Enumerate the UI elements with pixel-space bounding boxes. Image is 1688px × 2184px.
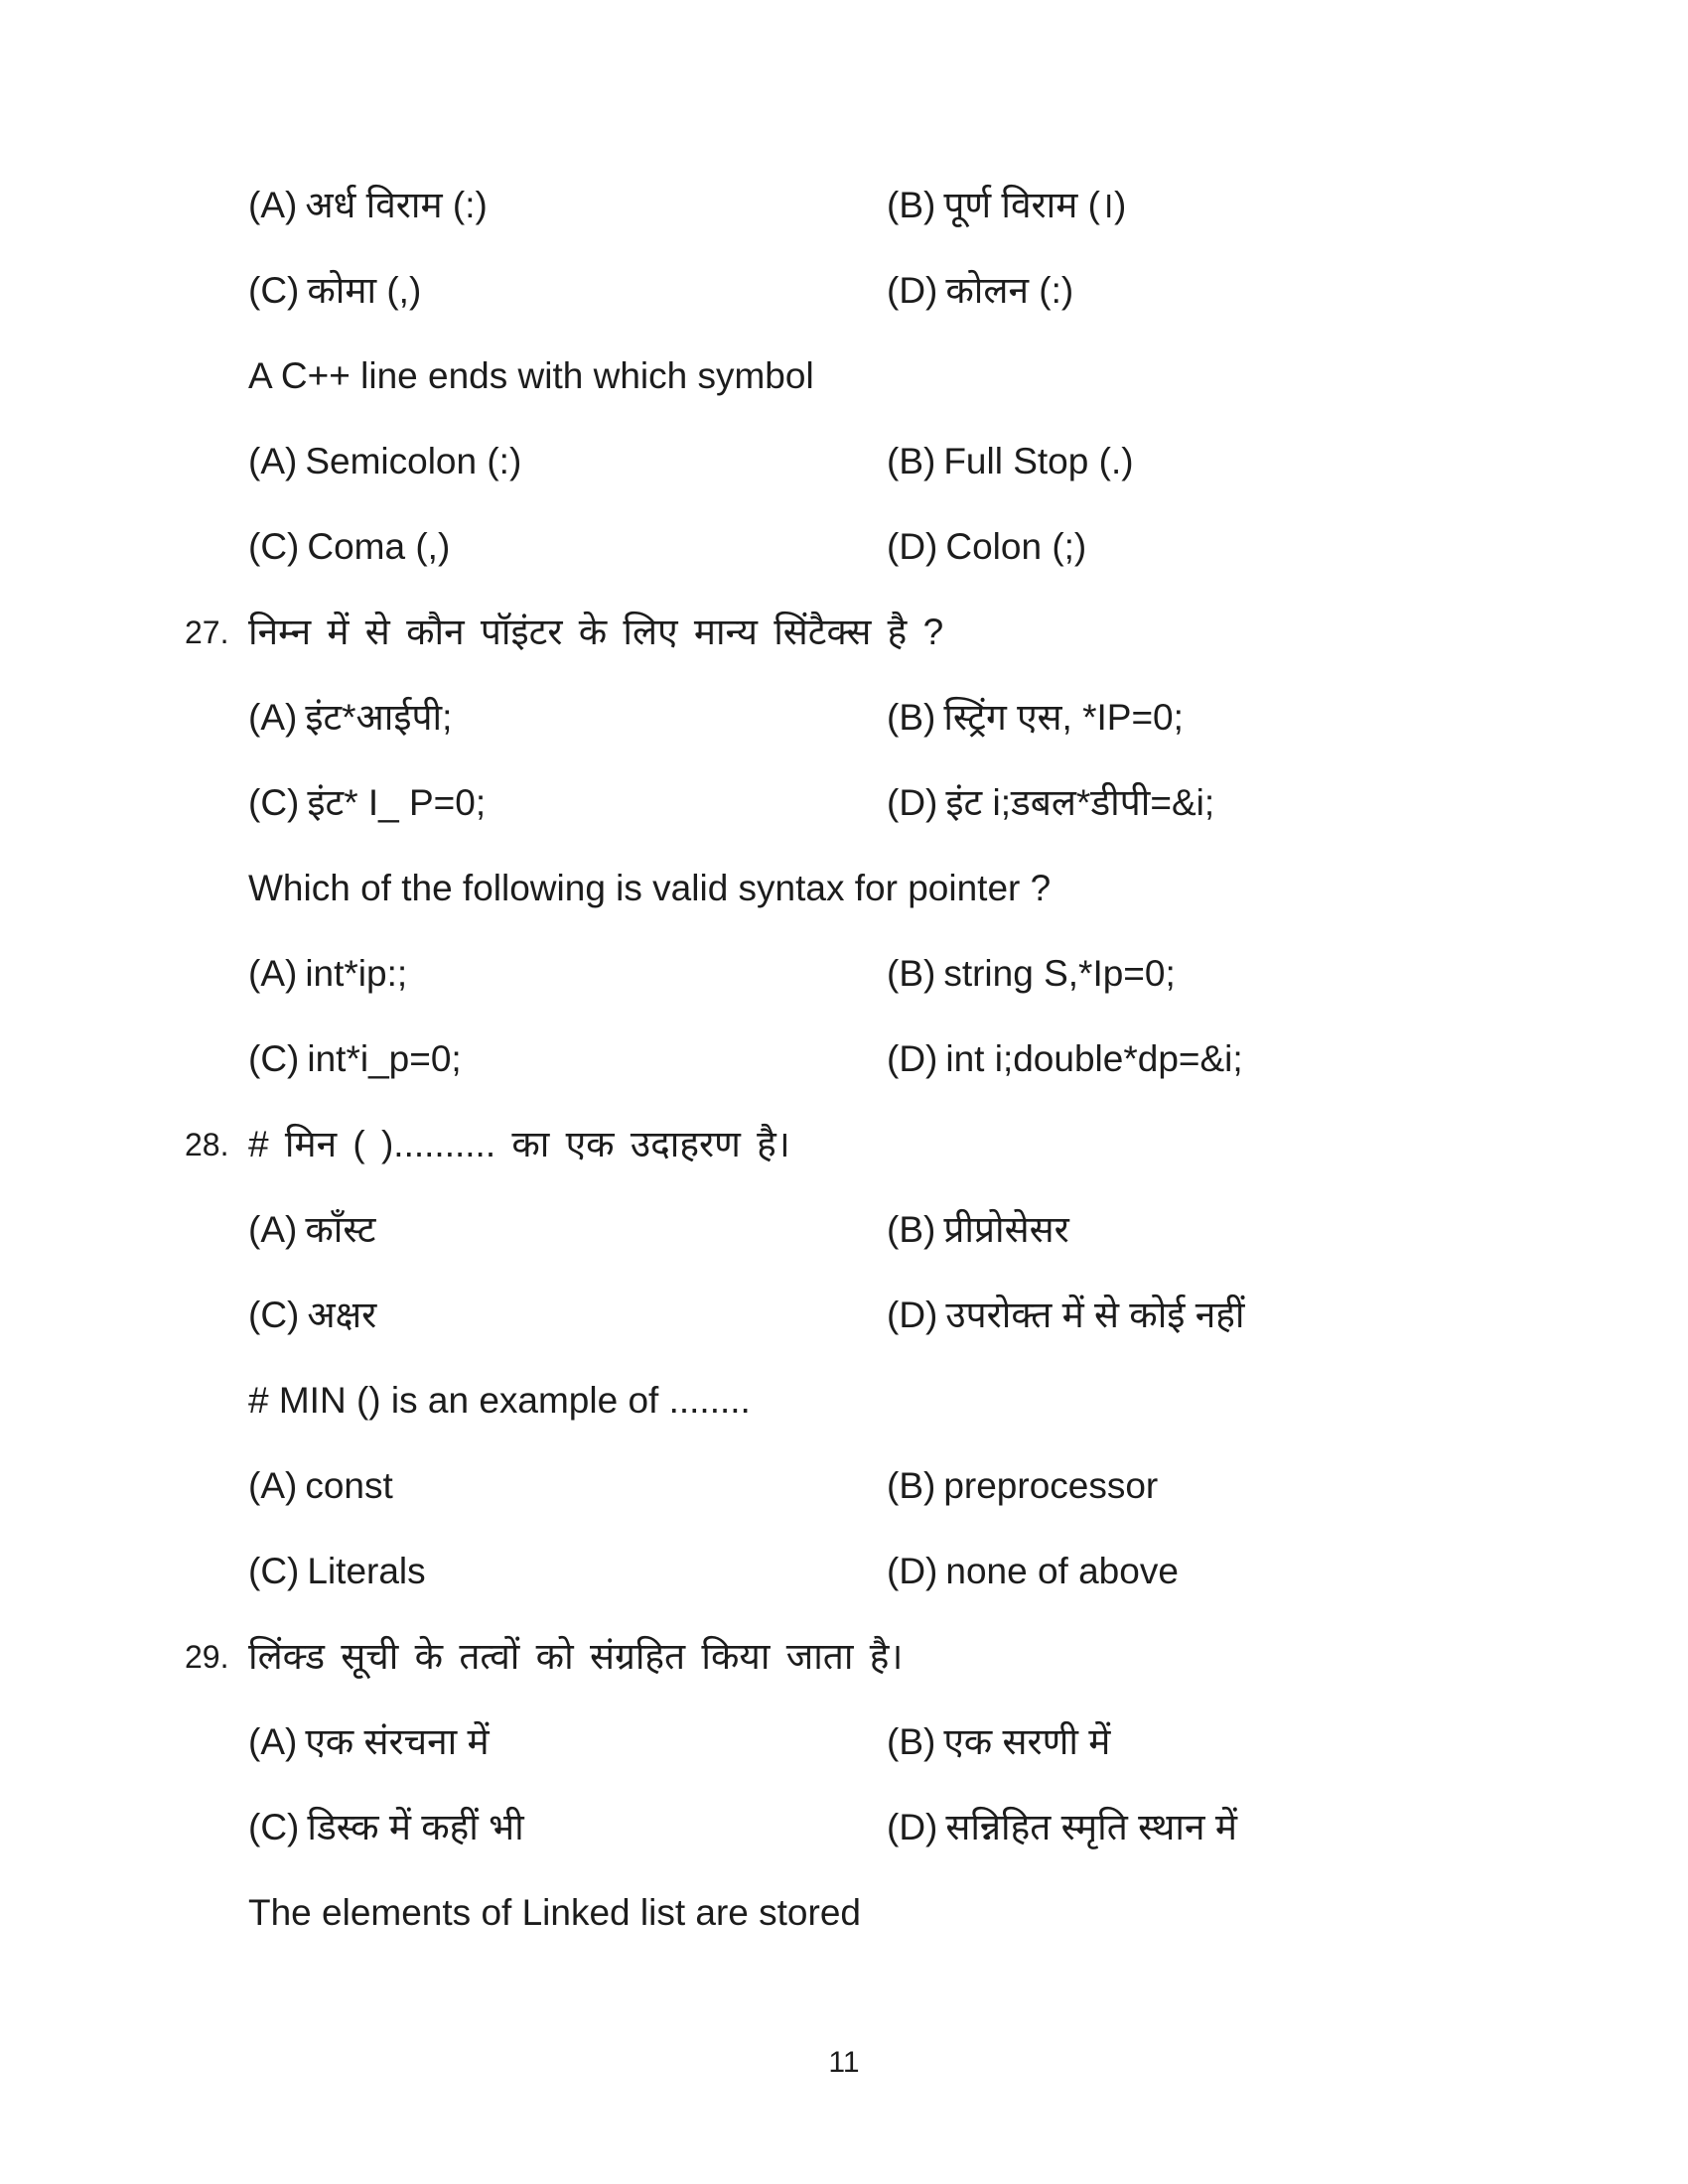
- statement-text: Which of the following is valid syntax for pointer ?: [248, 868, 1052, 908]
- option-text: एक संरचना में: [305, 1721, 490, 1762]
- option-a: [248, 675, 452, 760]
- option-text: स्ट्रिंग एस, *IP=0;: [943, 697, 1184, 738]
- option-c: [248, 1017, 462, 1102]
- option-text: काँस्ट: [305, 1209, 376, 1250]
- statement-row: [0, 334, 1688, 419]
- option-c: [248, 504, 450, 590]
- option-text: अक्षर: [307, 1295, 377, 1335]
- option-d: [887, 1785, 1237, 1870]
- option-text: int*i_p=0;: [307, 1038, 462, 1079]
- statement-text: # MIN () is an example of ........: [248, 1380, 751, 1421]
- statement-row: [0, 1358, 1688, 1443]
- option-row: [0, 1785, 1688, 1870]
- option-c: [248, 1273, 376, 1358]
- option-a: [248, 419, 521, 504]
- option-text: पूर्ण विराम (।): [943, 185, 1127, 225]
- option-label: (B): [887, 441, 936, 481]
- option-d: [887, 1529, 1179, 1614]
- option-label: (A): [248, 697, 298, 738]
- option-label: (B): [887, 953, 936, 994]
- statement-text: A C++ line ends with which symbol: [248, 355, 814, 396]
- option-text: सन्निहित स्मृति स्थान में: [945, 1807, 1237, 1847]
- option-b: [887, 419, 1134, 504]
- option-b: [887, 163, 1126, 248]
- option-row: [0, 248, 1688, 334]
- option-text: Literals: [307, 1551, 426, 1591]
- option-label: (B): [887, 697, 936, 738]
- option-label: (D): [887, 1551, 938, 1591]
- option-a: [248, 1443, 393, 1529]
- option-text: डिस्क में कहीं भी: [307, 1807, 524, 1847]
- option-row: [0, 504, 1688, 590]
- option-label: (A): [248, 1465, 298, 1506]
- statement-text: The elements of Linked list are stored: [248, 1892, 861, 1933]
- option-row: [0, 163, 1688, 248]
- question-number: 29.: [185, 1639, 229, 1675]
- option-row: [0, 931, 1688, 1017]
- option-row: [0, 1273, 1688, 1358]
- option-text: none of above: [945, 1551, 1179, 1591]
- option-text: कोलन (:): [945, 270, 1074, 311]
- option-label: (C): [248, 1295, 300, 1335]
- option-row: [0, 1017, 1688, 1102]
- option-row: [0, 1443, 1688, 1529]
- option-label: (A): [248, 185, 298, 225]
- option-label: (C): [248, 1551, 300, 1591]
- option-text: Colon (;): [945, 526, 1087, 567]
- question-text: # मिन ( ).......... का एक उदाहरण है।: [248, 1124, 790, 1164]
- option-text: string S,*Ip=0;: [943, 953, 1176, 994]
- option-label: (D): [887, 526, 938, 567]
- option-d: [887, 1017, 1243, 1102]
- option-c: [248, 760, 486, 846]
- option-text: इंट* I_ P=0;: [307, 782, 487, 823]
- option-label: (D): [887, 270, 938, 311]
- option-text: कोमा (,): [307, 270, 422, 311]
- option-text: एक सरणी में: [943, 1721, 1111, 1762]
- option-label: (B): [887, 185, 936, 225]
- option-row: [0, 1529, 1688, 1614]
- option-b: [887, 1187, 1069, 1273]
- option-text: const: [305, 1465, 393, 1506]
- question-row: [0, 1102, 1688, 1187]
- option-a: [248, 1700, 490, 1785]
- option-row: [0, 1700, 1688, 1785]
- statement-row: [0, 846, 1688, 931]
- question-number: 28.: [185, 1127, 229, 1162]
- option-b: [887, 1700, 1110, 1785]
- option-label: (A): [248, 1209, 298, 1250]
- option-a: [248, 931, 407, 1017]
- option-d: [887, 760, 1214, 846]
- question-row: [0, 1614, 1688, 1700]
- question-text: लिंक्ड सूची के तत्वों को संग्रहित किया जाता है।: [248, 1636, 904, 1677]
- option-row: [0, 675, 1688, 760]
- option-row: [0, 760, 1688, 846]
- option-label: (C): [248, 270, 300, 311]
- option-label: (B): [887, 1721, 936, 1762]
- option-text: इंट i;डबल*डीपी=&i;: [945, 782, 1215, 823]
- option-label: (C): [248, 782, 300, 823]
- option-c: [248, 1785, 524, 1870]
- option-text: इंट*आईपी;: [305, 697, 453, 738]
- option-text: प्रीप्रोसेसर: [943, 1209, 1069, 1250]
- option-label: (C): [248, 526, 300, 567]
- option-text: preprocessor: [943, 1465, 1159, 1506]
- option-label: (D): [887, 1295, 938, 1335]
- option-label: (A): [248, 441, 298, 481]
- option-label: (A): [248, 953, 298, 994]
- question-number: 27.: [185, 614, 229, 650]
- option-b: [887, 675, 1184, 760]
- option-b: [887, 931, 1176, 1017]
- option-b: [887, 1443, 1158, 1529]
- option-d: [887, 504, 1086, 590]
- option-a: [248, 1187, 375, 1273]
- option-row: [0, 1187, 1688, 1273]
- question-list: [0, 163, 1688, 1956]
- option-label: (B): [887, 1209, 936, 1250]
- option-label: (D): [887, 782, 938, 823]
- option-text: Full Stop (.): [943, 441, 1134, 481]
- option-d: [887, 248, 1073, 334]
- option-text: Semicolon (:): [305, 441, 522, 481]
- option-text: अर्ध विराम (:): [305, 185, 488, 225]
- option-label: (A): [248, 1721, 298, 1762]
- option-text: int i;double*dp=&i;: [945, 1038, 1243, 1079]
- option-label: (C): [248, 1038, 300, 1079]
- option-d: [887, 1273, 1245, 1358]
- option-row: [0, 419, 1688, 504]
- option-text: Coma (,): [307, 526, 451, 567]
- option-c: [248, 248, 421, 334]
- option-a: [248, 163, 488, 248]
- option-label: (B): [887, 1465, 936, 1506]
- option-label: (D): [887, 1038, 938, 1079]
- option-label: (D): [887, 1807, 938, 1847]
- option-text: int*ip:;: [305, 953, 408, 994]
- question-row: [0, 590, 1688, 675]
- question-text: निम्न में से कौन पॉइंटर के लिए मान्य सिंटैक्स है ?: [248, 612, 944, 652]
- page-number: 11: [828, 2046, 860, 2079]
- option-text: उपरोक्त में से कोई नहीं: [945, 1295, 1245, 1335]
- statement-row: [0, 1870, 1688, 1956]
- option-label: (C): [248, 1807, 300, 1847]
- option-c: [248, 1529, 426, 1614]
